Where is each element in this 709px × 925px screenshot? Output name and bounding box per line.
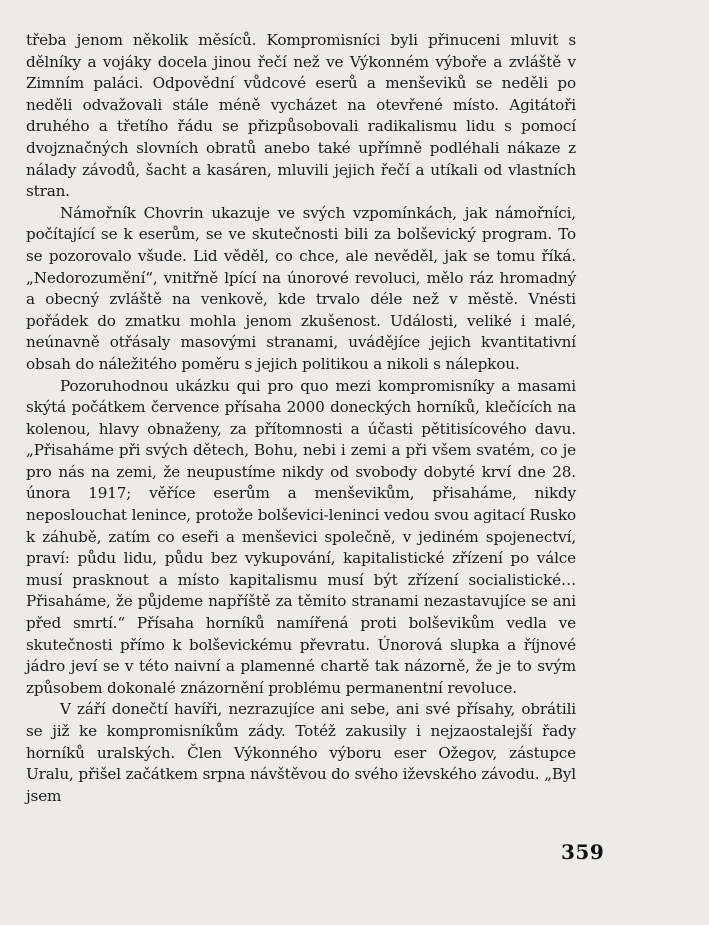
paragraph-2: Námořník Chovrin ukazuje ve svých vzpomínkách, jak námořníci, počítající se k eserům, se ve skutečnosti bili za bolševický program. To se pozorovalo všude. Lid věděl, co chce, ale nevěděl, jak se tomu říká. „Nedorozumění“, vnitřně lpící na únorové revoluci, mělo ráz hromadný a obecný zvláště na venkově, kde trvalo déle než v městě. Vnésti pořádek do zmatku mohla jenom zkušenost. Události, veliké i malé, neúnavně otřásaly masovými stranami, uvádějíce jejich kvantitativní obsah do náležitého poměru s jejich politikou a nikoli s nálepkou. <box>26 203 576 373</box>
paragraph-3: Pozoruhodnou ukázku qui pro quo mezi kompromisníky a masami skýtá počátkem července přísaha 2000 doneckých horníků, klečících na kolenou, hlavy obnaženy, za přítomnosti a účasti pětitisícového davu. „Přisaháme při svých dětech, Bohu, nebi i zemi a při všem svatém, co je pro nás na zemi, že neupustíme nikdy od svobody dobyté krví dne 28. února 1917; věříce eserům a menševikům, přisaháme, nikdy neposlouchat lenince, protože bolševici-leninci vedou svou agitací Rusko k záhubě, zatím co eseři a menševici společně, v jediném spojenectví, praví: půdu lidu, půdu bez vykupování, kapitalistické zřízení po válce musí prasknout a místo kapitalismu musí být zřízení socialistické… Přisaháme, že půjdeme napříště za těmito stranami nezastavujíce se ani před smrtí.“ Přísaha horníků namířená proti bolševikům vedla ve skutečnosti přímo k bolševickému převratu. Únorová slupka a říjnové jádro jeví se v této naivní a plamenné chartě tak názorně, že je to svým způsobem dokonalé znázornění problému permanentní revoluce. <box>26 376 576 697</box>
paragraph-1: třeba jenom několik měsíců. Kompromisníci byli přinuceni mluvit s dělníky a vojáky docela jinou řečí než ve Výkonném výboře a zvláště v Zimním paláci. Odpovědní vůdcové eserů a menševiků se neděli po neděli odvažovali stále méně vycházet na otevřené místo. Agitátoři druhého a třetího řádu se přizpůsobovali radikalismu lidu s pomocí dvojznačných slovních obratů anebo také upřímně podléhali nákaze z nálady závodů, šacht a kasáren, mluvili jejich řečí a utíkali od vlastních stran. <box>26 31 576 201</box>
body-text <box>26 30 576 807</box>
page-number: 359 <box>561 840 605 864</box>
paragraph-4: V září donečtí havíři, nezrazujíce ani sebe, ani své přísahy, obrátili se již ke kompromisníkům zády. Totéž zakusily i nejzaostalejší řady horníků uralských. Člen Výkonného výboru eser Ožegov, zástupce Uralu, přišel začátkem srpna návštěvou do svého iževského závodu. „Byl jsem <box>26 700 576 805</box>
